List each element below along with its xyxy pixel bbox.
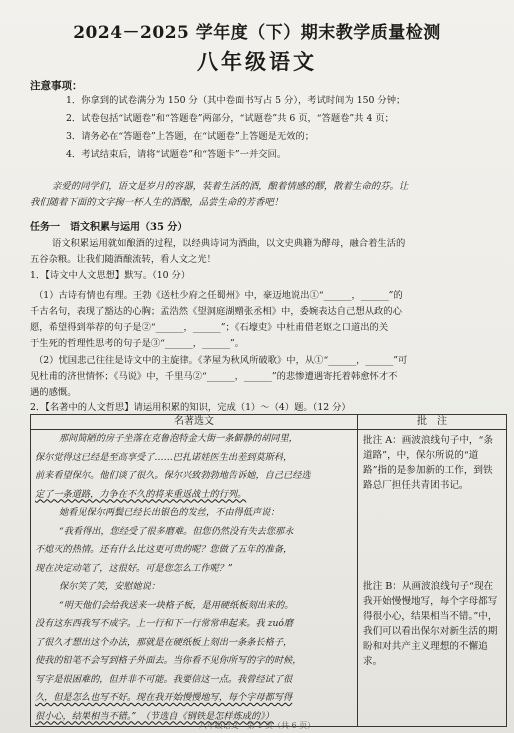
question-1-1: 千古名句，表现了豁达的心胸；孟浩然《望洞庭湖赠张丞相》中，委婉表达自己想从政的心 xyxy=(30,306,402,317)
intro-line: 我们随着下面的文字掬一杯人生的酒酿，品尝生命的芳香吧！ xyxy=(30,197,284,208)
intro-line: 亲爱的同学们，语文是岁月的容器，装着生活的酒，酿着情感的醪，散着生命的芬。让 xyxy=(52,181,409,192)
question-1-1: （1）古诗有情也有理。王勃《送杜少府之任蜀州》中，豪迈地说出①“______，______”的 xyxy=(34,290,403,301)
notice-item: 4．考试结束后，请将“试题卷”和“答题卡”一并交回。 xyxy=(66,149,287,160)
passage-line: “我看得出，您经受了很多磨难。但您仍然没有失去您那永 xyxy=(59,525,294,537)
task1-intro: 五谷杂粮。让我们随酒酿流转，看人文之光！ xyxy=(30,254,216,265)
passage-line: 她看见保尔两鬓已经长出银色的发丝，不由得低声说： xyxy=(59,507,280,518)
passage-line: 了很久才想出这个办法，那就是在硬纸板上刻出一条条长格子， xyxy=(35,636,293,648)
exam-title: 2024－2025 学年度（下）期末教学质量检测 xyxy=(73,23,441,43)
notice-item: 1．你拿到的试卷满分为 150 分（其中卷面书写占 5 分），考试时间为 150 分钟； xyxy=(66,95,406,106)
passage-line: 前来看望保尔。他们谈了很久。保尔兴致勃勃地告诉她，自己已经选 xyxy=(35,470,311,481)
annotation-table xyxy=(30,414,507,727)
notice-item: 2．试卷包括“试题卷”和“答题卷”两部分，“试题卷”共 6 页，“答题卷”共 4 页； xyxy=(66,113,394,124)
passage-line: 使我的铅笔不会写到格子外面去。当你看不见你所写的字的时候， xyxy=(35,655,302,666)
question-1: 1．【诗文中人文思想】默写。（10 分） xyxy=(30,270,191,281)
passage-line-underlined: 久，但是怎么也写不好。现在我开始慢慢地写，每个字母都写得 xyxy=(35,692,293,703)
question-1-2: 见杜甫的济世情怀；《马说》中，千里马②“______，______”的悲惨遭遇寄托着韩愈怀才不 xyxy=(30,371,398,382)
question-1-2: （2）忧国悲己往往是诗文中的主旋律。《茅屋为秋风所破歌》中，从①“______，______”可 xyxy=(34,355,408,366)
passage-line: 没有这东西我写不成字。上一行和下一行常常串起来。我 zuó磨 xyxy=(35,618,294,629)
notice-label: 注意事项： xyxy=(30,80,83,92)
question-1-2: 遇的感慨。 xyxy=(30,387,77,398)
passage-line: 不熄灭的热情。还有什么比这更可贵的呢？您做了五年的准备， xyxy=(35,544,293,555)
question-1-1: 于生死的哲理性思考的句子是③“______，______”。 xyxy=(30,338,245,349)
notes-header: 批 注 xyxy=(358,415,507,430)
question-2: 2．【名著中的人文哲思】请运用积累的知识，完成（1）～（4）题。（12 分） xyxy=(30,402,351,413)
notice-item: 3．请务必在“答题卷”上答题，在“试题卷”上答题是无效的； xyxy=(66,131,315,142)
passage-cell xyxy=(31,430,358,727)
exam-subtitle: 八年级语文 xyxy=(197,49,317,74)
page-footer: 八年级语文 第 1 页（共 6 页） xyxy=(198,721,316,730)
passage-line: 写字是很困难的，但并非不可能。我要信这一点。我曾经试了很 xyxy=(35,673,293,685)
passage-line: 保尔觉得这已经是至高享受了……巴扎诺娃医生出差到莫斯科， xyxy=(35,451,293,463)
passage-line: 现在决定动笔了，这很好。可是您怎么工作呢？” xyxy=(35,562,233,574)
note-a: 批注 A：画波浪线句子中，“条道路”，中，保尔所说的“道路”指的是参加新的工作，到铁路总厂担任共青团书记。 xyxy=(363,435,494,491)
passage-line: 保尔笑了笑，安慰她说： xyxy=(59,581,161,592)
passage-line: 那间简陋的房子坐落在克鲁泡特金大街一条僻静的胡同里， xyxy=(59,433,298,444)
task1-title: 任务一 语文积累与运用（35 分） xyxy=(30,222,188,233)
passage-line: “明天他们会给我送来一块格子板，是用硬纸板刻出来的。 xyxy=(59,599,294,611)
passage-header: 名著选文 xyxy=(31,415,358,430)
question-1-1: 愿，希望得到举荐的句子是②“______，______”；《石壕吏》中杜甫借老妪之口道出的关 xyxy=(30,322,389,333)
note-b: 批注 B：从画波浪线句子“现在我开始慢慢地写，每个字母都写得很小心，结果相当不错。”中，我们可以看出保尔对新生活的期盼和对共产主义理想的不懈追求。 xyxy=(363,581,498,667)
passage-line-underlined: 很小心，结果相当不错。” （节选自《钢铁是怎样炼成的》） xyxy=(35,710,274,722)
notes-cell xyxy=(358,430,507,727)
task1-intro: 语文积累运用就如酿酒的过程，以经典诗词为酒曲，以文史典籍为酵母，融合着生活的 xyxy=(52,238,406,249)
passage-line-underlined: 定了一条道路，力争在不久的将来重返战士的行列。 xyxy=(35,488,247,500)
